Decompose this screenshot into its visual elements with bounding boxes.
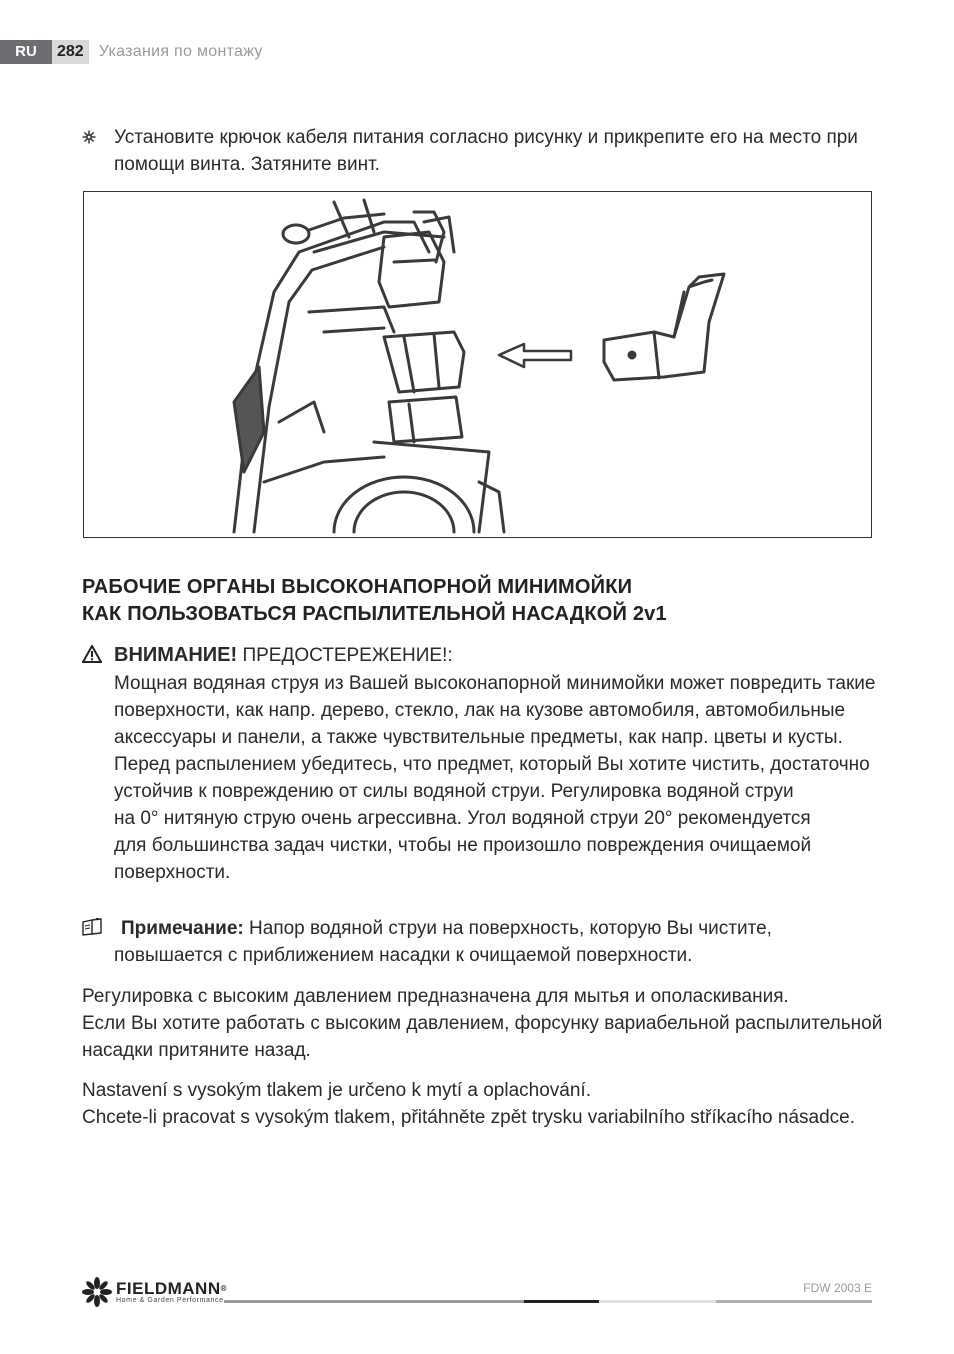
heading-working-parts: РАБОЧИЕ ОРГАНЫ ВЫСОКОНАПОРНОЙ МИНИМОЙКИ — [82, 576, 633, 598]
note-book-icon — [82, 918, 104, 936]
model-number: FDW 2003 E — [803, 1281, 872, 1295]
footer-rule-right — [716, 1300, 872, 1303]
fieldmann-flower-icon — [82, 1277, 112, 1307]
pressure-washer-cable-hook-illustration — [84, 192, 871, 537]
note-label: Примечание: — [121, 918, 244, 939]
note-line-2: повышается с приближением насадки к очищаемой поверхности. — [114, 945, 693, 966]
warning-sublabel: ПРЕДОСТЕРЕЖЕНИЕ!: — [242, 645, 453, 666]
heading-spray-nozzle: КАК ПОЛЬЗОВАТЬСЯ РАСПЫЛИТЕЛЬНОЙ НАСАДКОЙ 2v1 — [82, 603, 667, 625]
brand-logo — [82, 1277, 227, 1307]
para-cz-line-2: Chcete-li pracovat s vysokým tlakem, přitáhněte zpět trysku variabilního stříkacího násadce. — [82, 1107, 856, 1128]
note-text: Напор водяной струи на поверхность, которую Вы чистите, — [249, 918, 772, 939]
para-ru-line-1: Регулировка с высоким давлением предназначена для мытья и ополаскивания. — [82, 986, 789, 1007]
note-line-1 — [121, 915, 772, 942]
intro-line-2: помощи винта. Затяните винт. — [114, 154, 380, 175]
brand-tagline: Home & Garden Performance — [116, 1297, 224, 1304]
language-badge: RU — [0, 40, 52, 64]
page-number: 282 — [52, 40, 89, 64]
para-cz-line-1: Nastavení s vysokým tlakem je určeno k mytí a oplachování. — [82, 1080, 591, 1101]
warning-label: ВНИМАНИЕ! — [114, 644, 238, 666]
footer-rule-light — [599, 1300, 716, 1303]
section-title: Указания по монтажу — [98, 43, 263, 60]
warning-line: Мощная водяная струя из Вашей высоконапорной минимойки может повредить такие — [114, 673, 876, 694]
para-ru-line-2: Если Вы хотите работать с высоким давлением, форсунку вариабельной распылительной — [82, 1013, 883, 1034]
warning-line: поверхности. — [114, 862, 231, 883]
warning-line: аксессуары и панели, а также чувствительные предметы, как напр. цветы и кусты. — [114, 727, 843, 748]
warning-line: для большинства задач чистки, чтобы не произошло повреждения очищаемой — [114, 835, 812, 856]
page-header — [0, 40, 263, 64]
warning-title — [114, 642, 453, 669]
intro-line-1: Установите крючок кабеля питания согласно рисунку и прикрепите его на место при — [114, 127, 858, 148]
warning-line: поверхности, как напр. дерево, стекло, лак на кузове автомобиля, автомобильные — [114, 700, 846, 721]
para-ru-line-3: насадки притяните назад. — [82, 1040, 311, 1061]
footer-rule — [224, 1300, 524, 1303]
warning-line: устойчив к повреждению от силы водяной струи. Регулировка водяной струи — [114, 781, 794, 802]
footer-rule-accent — [524, 1300, 599, 1303]
warning-line: Перед распылением убедитесь, что предмет, который Вы хотите чистить, достаточно — [114, 754, 870, 775]
brand-name: FIELDMANN® — [116, 1279, 228, 1298]
warning-triangle-icon — [82, 645, 102, 663]
warning-line: на 0° нитяную струю очень агрессивна. Угол водяной струи 20° рекомендуется — [114, 808, 811, 829]
gear-bullet-icon — [82, 130, 96, 144]
assembly-figure — [83, 191, 872, 538]
